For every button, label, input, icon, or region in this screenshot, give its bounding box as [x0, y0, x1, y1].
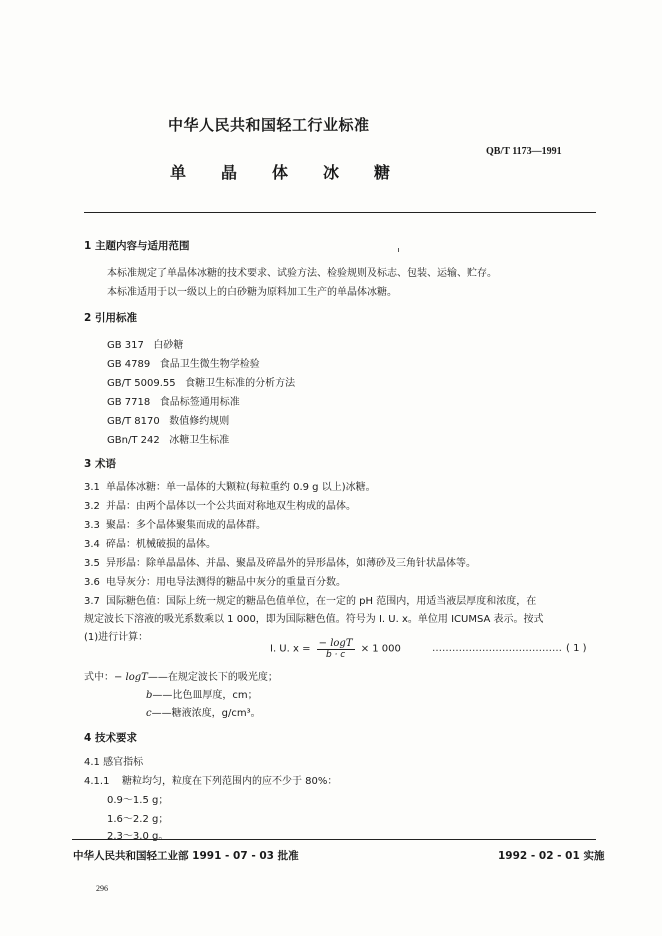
term-item: 3.3 聚晶：多个晶体聚集而成的晶体群。 [84, 520, 266, 531]
stray-mark [398, 248, 399, 252]
formula-fraction [317, 638, 355, 660]
ref-item: GBn/T 242 冰糖卫生标准 [107, 435, 230, 446]
subsection-4-1-1: 4.1.1 糖粒均匀，粒度在下列范围内的应不少于 80%： [84, 776, 338, 787]
where-row: b——比色皿厚度，cm； [146, 690, 258, 701]
ref-item: GB 4789 食品卫生微生物学检验 [107, 359, 260, 370]
ref-item: GB 7718 食品标签通用标准 [107, 397, 240, 408]
implementation-date: 1992 - 02 - 01 实施 [498, 850, 605, 862]
section-1-para-2: 本标准适用于以一级以上的白砂糖为原料加工生产的单晶体冰糖。 [107, 287, 397, 298]
section-1-heading: 1 主题内容与适用范围 [84, 240, 190, 252]
where-label: 式中： [84, 672, 114, 683]
section-4-heading: 4 技术要求 [84, 732, 137, 744]
formula-lhs: I. U. x = [270, 643, 311, 655]
where-row: 式中：− logT——在规定波长下的吸光度； [84, 672, 278, 683]
formula-leader-dots: ………………………………… [432, 643, 562, 654]
term-item: 3.5 异形晶：除单晶晶体、并晶、聚晶及碎晶外的异形晶体，如薄砂及三角针状晶体等。 [84, 558, 476, 569]
where-row: c——糖液浓度，g/cm³。 [146, 708, 261, 719]
ref-item: GB 317 白砂糖 [107, 340, 184, 351]
section-2-heading: 2 引用标准 [84, 312, 137, 324]
term-continuation: (1)进行计算： [84, 632, 149, 643]
formula-times: × 1 000 [360, 643, 401, 655]
formula-numerator: − logT [318, 638, 353, 649]
subsection-4-1: 4.1 感官指标 [84, 757, 144, 768]
section-1-para-1: 本标准规定了单晶体冰糖的技术要求、试验方法、检验规则及标志、包装、运输、贮存。 [107, 268, 497, 279]
term-item: 3.2 并晶：由两个晶体以一个公共面对称地双生构成的晶体。 [84, 501, 356, 512]
standard-code: QB/T 1173—1991 [486, 146, 562, 157]
publisher-title: 中华人民共和国轻工行业标准 [168, 116, 370, 134]
formula [270, 638, 401, 660]
approval-date: 中华人民共和国轻工业部 1991 - 07 - 03 批准 [73, 850, 299, 862]
range-item: 2.3～3.0 g。 [107, 831, 169, 842]
formula-denominator: b · c [325, 650, 346, 660]
term-item: 3.4 碎晶：机械破损的晶体。 [84, 539, 216, 550]
section-3-heading: 3 术语 [84, 458, 116, 470]
formula-number: ( 1 ) [566, 643, 587, 654]
range-item: 0.9～1.5 g； [107, 795, 169, 806]
term-continuation: 规定波长下溶液的吸光系数乘以 1 000，即为国际糖色值。符号为 I. U. x。单位用 ICUMSA 表示。按式 [84, 614, 544, 625]
document-title: 单晶体冰糖 [170, 163, 426, 182]
ref-item: GB/T 8170 数值修约规则 [107, 416, 230, 427]
term-item: 3.1 单晶体冰糖：单一晶体的大颗粒(每粒重约 0.9 g 以上)冰糖。 [84, 482, 376, 493]
page-number: 296 [96, 884, 108, 893]
header-rule [84, 212, 596, 213]
range-item: 1.6～2.2 g； [107, 814, 169, 825]
ref-item: GB/T 5009.55 食糖卫生标准的分析方法 [107, 378, 296, 389]
term-item: 3.7 国际糖色值：国际上统一规定的糖品色值单位，在一定的 pH 范围内，用适当液层厚度和浓度，在 [84, 596, 537, 607]
footer-rule [72, 839, 596, 840]
term-item: 3.6 电导灰分：用电导法测得的糖品中灰分的重量百分数。 [84, 577, 346, 588]
